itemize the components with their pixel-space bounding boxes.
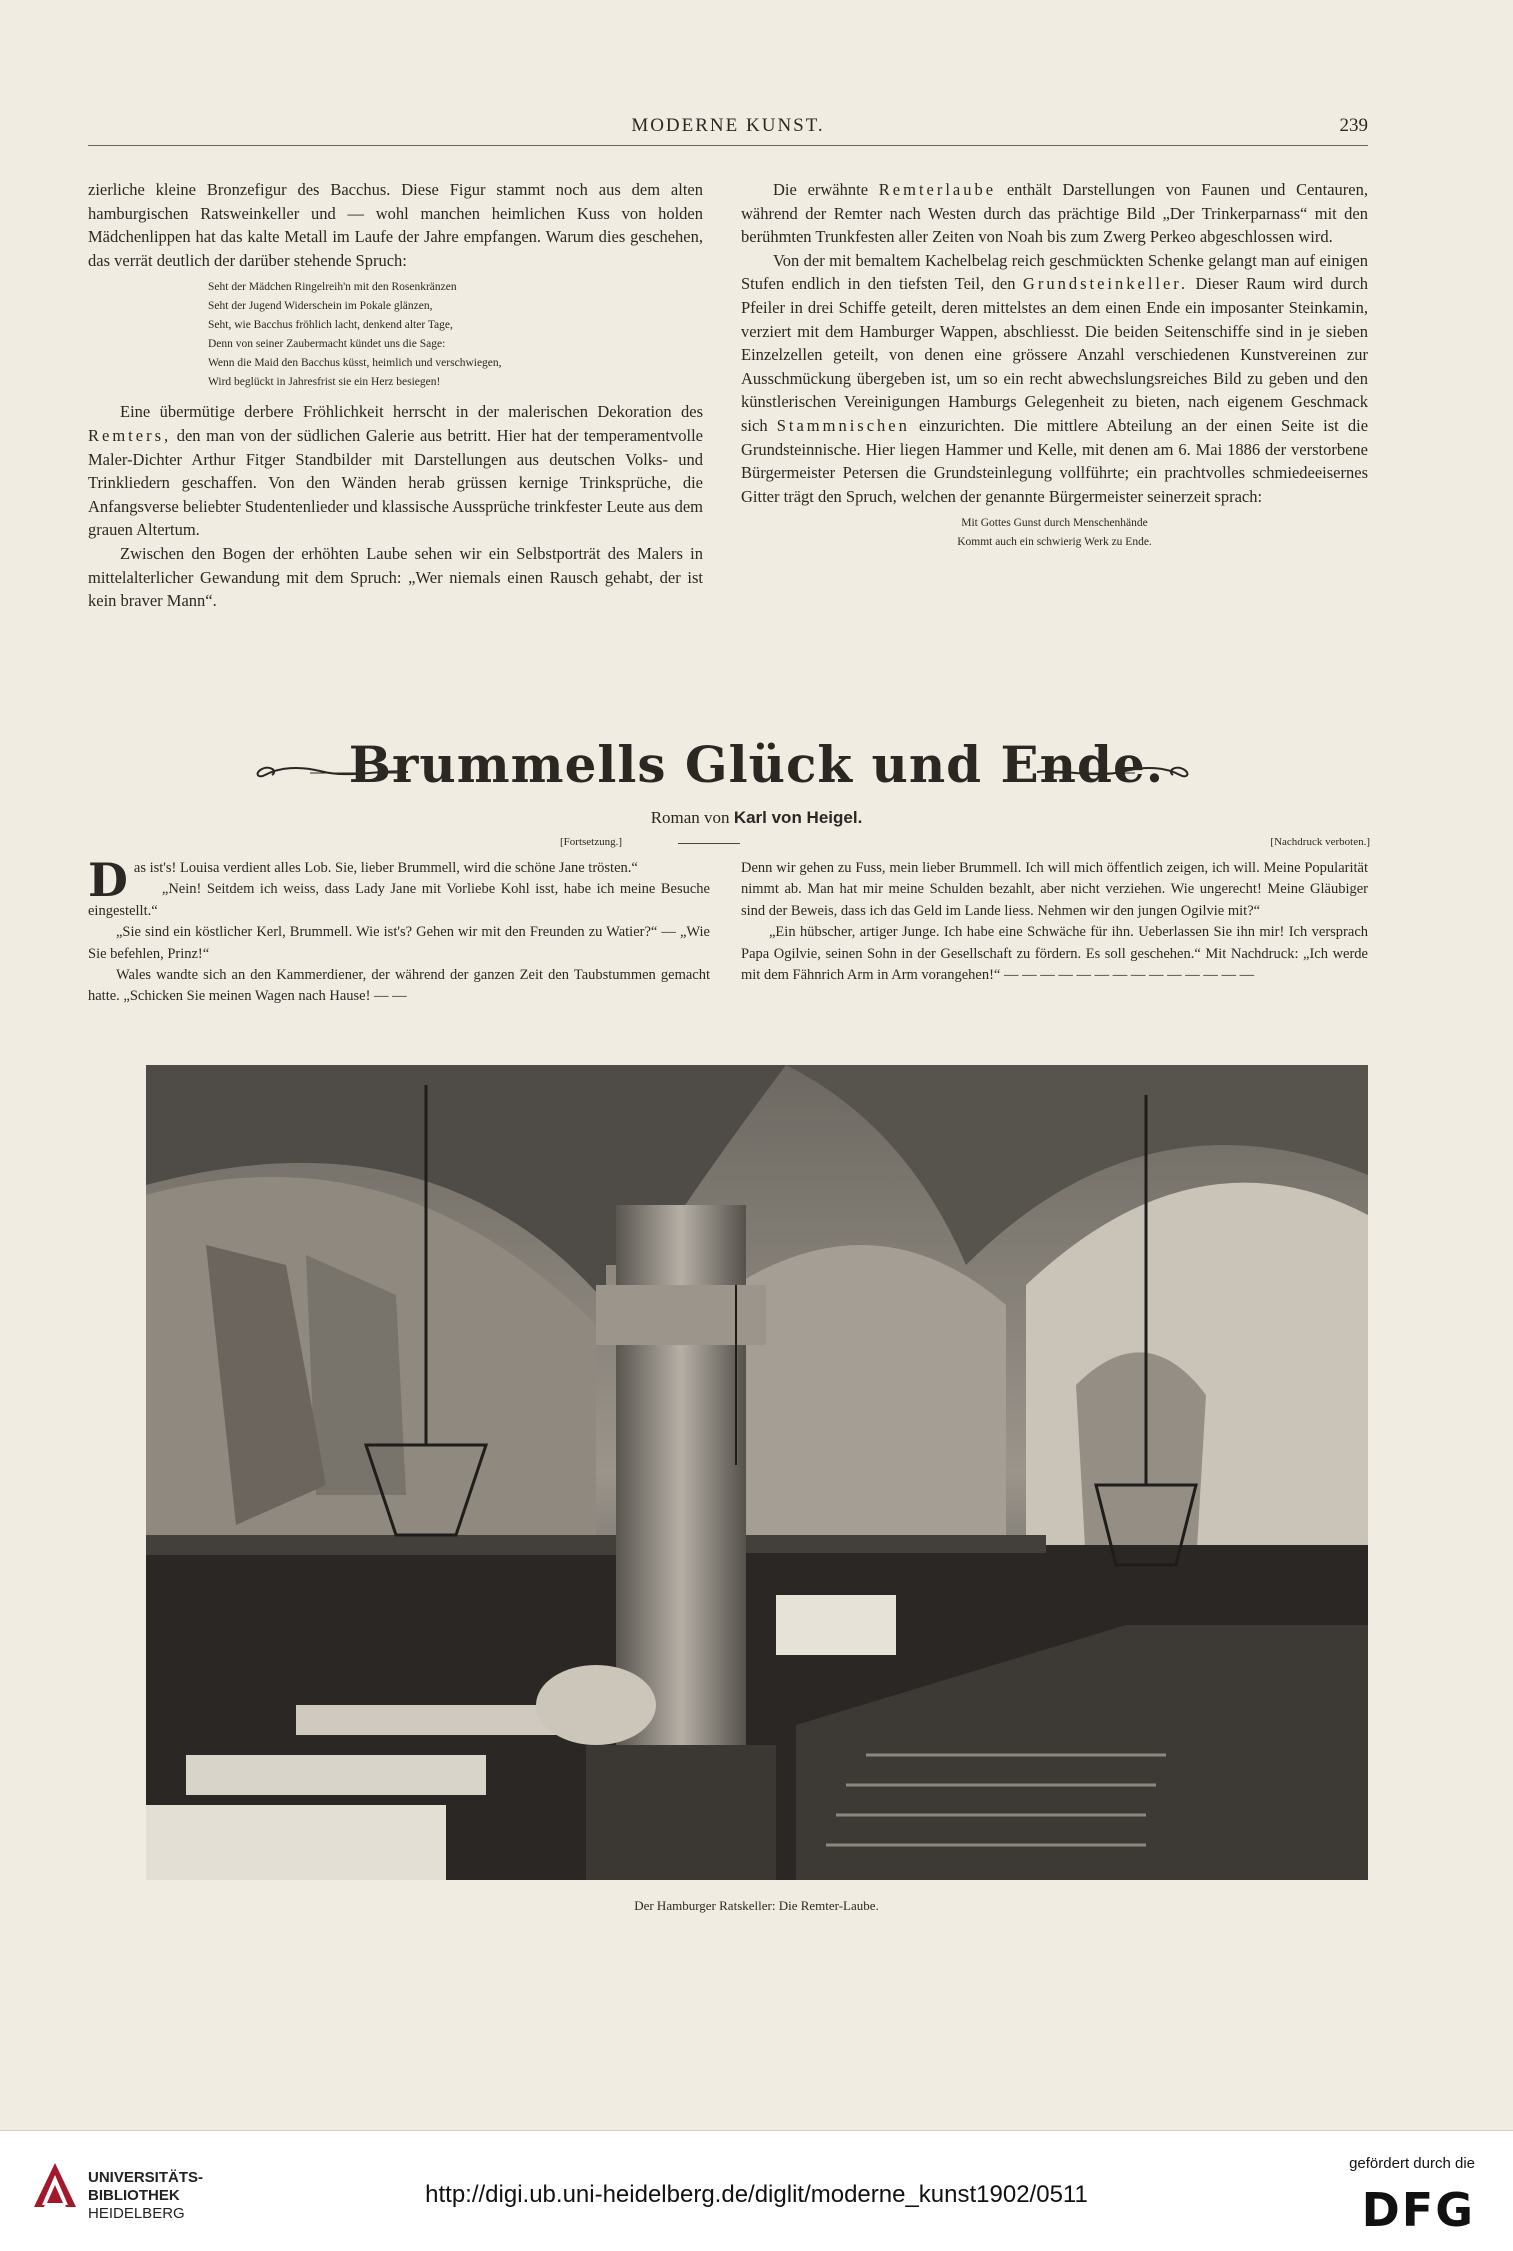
page-header: [88, 115, 1368, 146]
continued-note: [Fortsetzung.]: [560, 836, 623, 848]
grundstein-verse: [741, 514, 1368, 552]
novel-notice-row: [560, 836, 1370, 854]
paragraph: zierliche kleine Bronzefigur des Bacchus. Diese Figur stammt noch aus dem alten hamburgischen Ratsweinkeller und — wohl manchen heimlichen Kuss von holden Mädchenlippen hat das kalte Metall im Laufe der Jahre empfangen. Warum dies geschehen, das verrät deutlich der darüber stehende Spruch:: [88, 180, 703, 270]
right-flourish-icon: [1035, 757, 1195, 787]
paragraph: Eine übermütige derbere Fröhlichkeit herrscht in der malerischen Dekoration des Remters, den man von der südlichen Galerie aus betritt. Hier hat der temperamentvolle Maler-Dichter Arthur Fitger Standbilder mit Darstellungen aus deutschen Volks- und Trinkliedern geschaffen. Von den Wänden herab grüssen kernige Trinksprüche, die Anfangsverse beliebter Studentenlieder und klassische Aussprüche trinkfester Leute aus dem grauen Altertum.: [88, 402, 703, 540]
novel-title-row: [0, 735, 1513, 805]
verse-line: Seht der Mädchen Ringelreih'n mit den Rosenkränzen: [208, 281, 457, 294]
permalink-url[interactable]: http://digi.ub.uni-heidelberg.de/diglit/moderne_kunst1902/0511: [425, 2181, 1088, 2208]
funding-label: gefördert durch die: [1349, 2155, 1475, 2172]
paragraph: Denn wir gehen zu Fuss, mein lieber Brummell. Ich will mich öffentlich zeigen, ich will. Meine Popularität nimmt ab. Man hat mir meine Schulden bezahlt, aber nicht verziehen. Wie ungerecht! Meine Gläubiger sind der Beweis, dass ich das Geld im Lande liess. Nehmen wir den jungen Ogilvie mit?“: [741, 860, 1368, 919]
verse-line: Wird beglückt in Jahresfrist sie ein Herz besiegen!: [208, 376, 441, 389]
dfg-logo: DFG: [1361, 2183, 1475, 2237]
verse-line: Mit Gottes Gunst durch Menschenhände: [961, 517, 1148, 530]
novel-left-column: [88, 853, 710, 1008]
library-name: UNIVERSITÄTS- BIBLIOTHEK HEIDELBERG: [88, 2169, 204, 2222]
novel-title: Brummells Glück und Ende.: [348, 735, 1165, 794]
paragraph: „Nein! Seitdem ich weiss, dass Lady Jane mit Vorliebe Kohl isst, habe ich meine Besuche eingestellt.“: [88, 881, 710, 919]
verse-line: Kommt auch ein schwierig Werk zu Ende.: [957, 536, 1152, 549]
paragraph: Zwischen den Bogen der erhöhten Laube sehen wir ein Selbstporträt des Malers in mittelalterlicher Gewandung mit dem Spruch: „Wer niemals einen Rausch gehabt, der ist kein braver Mann“.: [88, 543, 703, 611]
verse-line: Seht der Jugend Widerschein im Pokale glänzen,: [208, 300, 433, 313]
paragraph: Von der mit bemaltem Kachelbelag reich geschmückten Schenke gelangt man auf einigen Stufen endlich in den tiefsten Teil, den Grundsteinkeller. Dieser Raum wird durch Pfeiler in drei Schiffe geteilt, deren mittelstes an dem einen Ende ein imposanter Steinkamin, verziert mit dem Hamburger Wappen, abschliesst. Die beiden Seitenschiffe sind in je sieben Einzelzellen geteilt, von denen eine grössere Anzahl verschiedenen Kunstvereinen zur Ausschmückung übergeben ist, um so ein recht abwechslungsreiches Bild zu geben und den künstlerischen Vereinigungen Hamburgs Gelegenheit zu bieten, nach eigenem Geschmack sich Stammnischen einzurichten. Die mittlere Abteilung an der einen Seite ist die Grundsteinnische. Hier liegen Hammer und Kelle, mit denen am 6. Mai 1886 der verstorbene Bürgermeister Petersen die Grundsteinlegung vollführte; ein prachtvolles schmiedeeisernes Gitter trägt den Spruch, welchen der genannte Bürgermeister seinerzeit sprach:: [741, 250, 1369, 506]
digitization-footer: [0, 2130, 1513, 2251]
ornament-rule: [678, 843, 740, 844]
author-name: Karl von Heigel.: [733, 808, 863, 827]
reprint-notice: [Nachdruck verboten.]: [1270, 836, 1370, 848]
novel-subtitle: Roman von Karl von Heigel.: [650, 808, 863, 827]
verse-line: Denn von seiner Zaubermacht kündet uns die Sage:: [208, 338, 446, 351]
page-number: 239: [1339, 115, 1368, 136]
photo-caption: Der Hamburger Ratskeller: Die Remter-Laube.: [634, 1898, 879, 1913]
paragraph: „Ein hübscher, artiger Junge. Ich habe eine Schwäche für ihn. Ueberlassen Sie ihn mir! Ich versprach Papa Ogilvie, seinen Sohn in der Gesellschaft zu fördern. Es soll geschehen.“ Mit Nachdruck: „Ich werde mit dem Fähnrich Arm in Arm vorangehen!“ — — — — — — — — — — — — — —: [741, 924, 1368, 984]
paragraph: Die erwähnte Remterlaube enthält Darstellungen von Faunen und Centauren, während der Remter nach Westen durch das prächtige Bild „Der Trinkerparnass“ mit den berühmten Trunkfesten aller Zeiten von Noah bis zum Zwerg Perkeo abgeschlossen wird.: [741, 180, 1368, 247]
paragraph: Wales wandte sich an den Kammerdiener, der während der ganzen Zeit den Taubstummen gemacht hatte. „Schicken Sie meinen Wagen nach Hause! — —: [88, 967, 710, 1005]
right-article-column: [741, 178, 1368, 552]
ratskeller-photograph: [146, 1065, 1368, 1880]
running-title: MODERNE KUNST.: [631, 115, 825, 136]
verse-line: Wenn die Maid den Bacchus küsst, heimlich und verschwiegen,: [208, 357, 502, 370]
left-article-column: [88, 178, 703, 613]
vaulted-hall-image: [146, 1065, 1368, 1880]
drop-cap: D: [88, 853, 128, 907]
bacchus-verse: [208, 278, 703, 392]
paragraph: Das ist's! Louisa verdient alles Lob. Sie, lieber Brummell, wird die schöne Jane trösten.“: [88, 853, 638, 907]
verse-line: Seht, wie Bacchus fröhlich lacht, denkend alter Tage,: [208, 319, 453, 332]
paragraph: „Sie sind ein köstlicher Kerl, Brummell. Wie ist's? Gehen wir mit den Freunden zu Watier?“ — „Wie Sie befehlen, Prinz!“: [88, 924, 710, 962]
novel-right-column: [741, 858, 1368, 986]
